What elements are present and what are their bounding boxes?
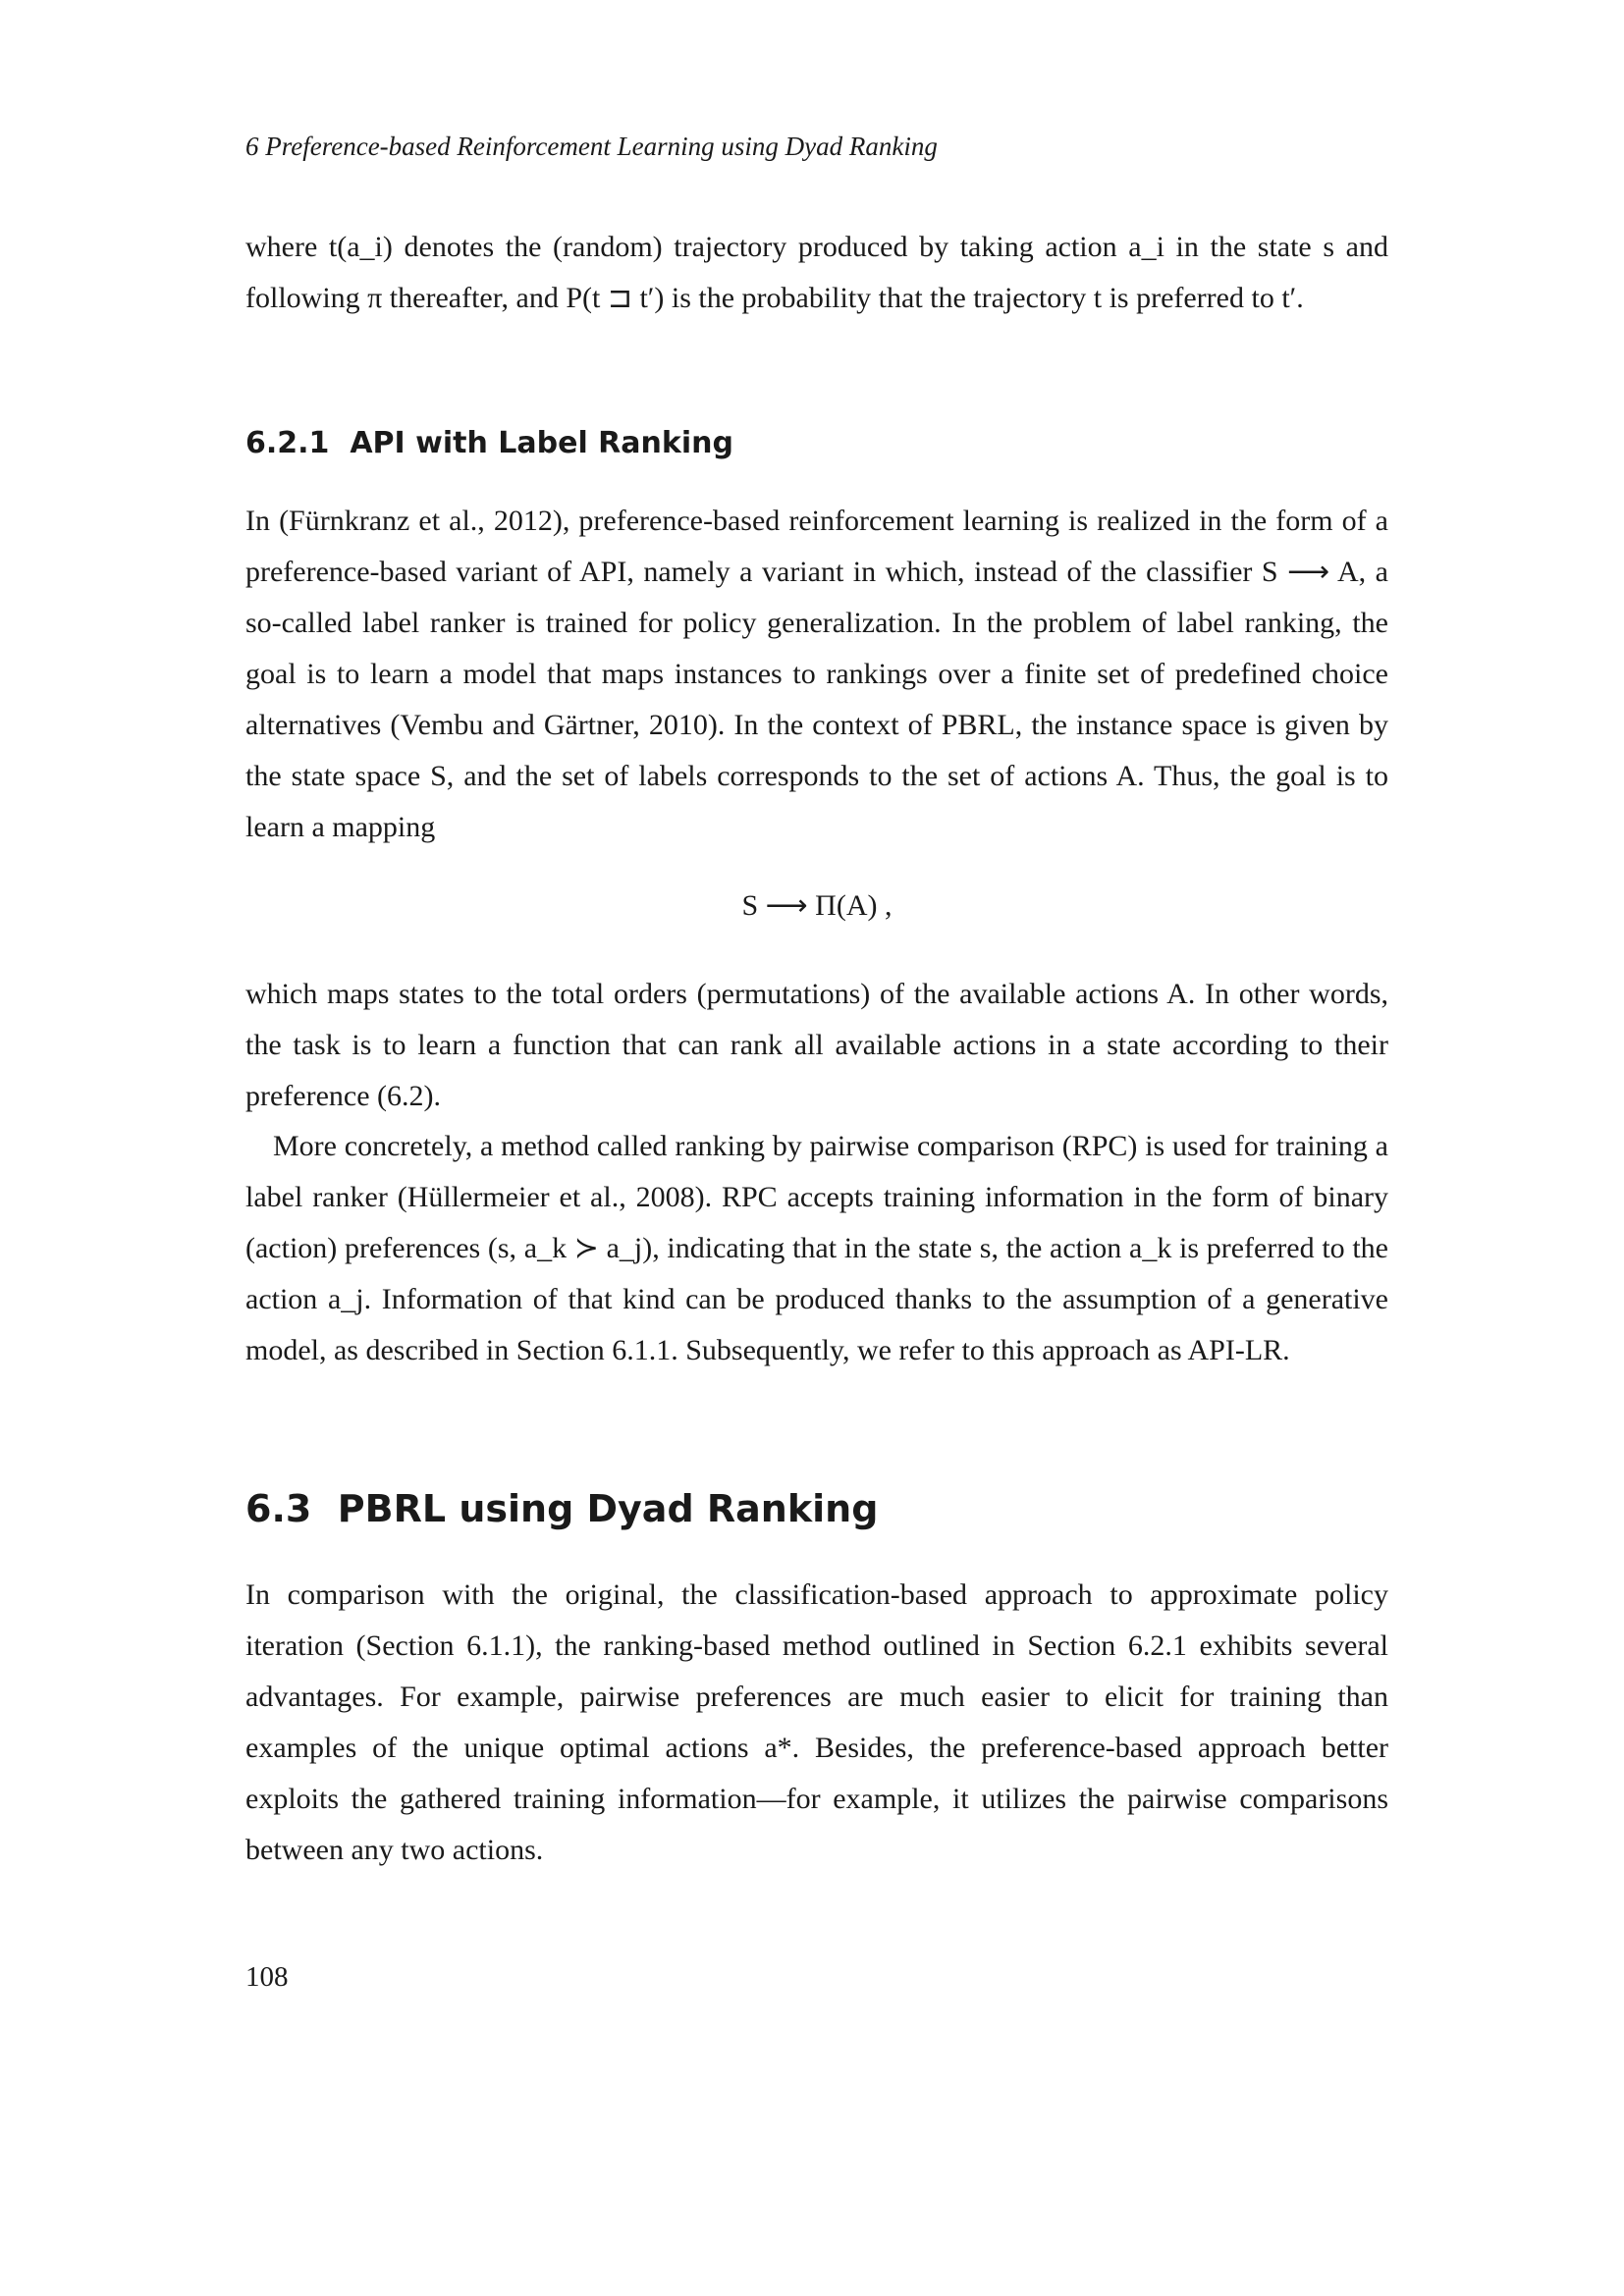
subsection-paragraph-1: In (Fürnkranz et al., 2012), preference-based reinforcement learning is realized in the form of a preference-based variant of API, namely a variant in which, instead of the classifier S ⟶ A, a so-called label ranker is trained for policy generalization. In the problem of label ranking, the goal is to learn a model that maps instances to rankings over a finite set of predefined choice alternatives (Vembu and Gärtner, 2010). In the context of PBRL, the instance space is given by the state space S, and the set of labels corresponds to the set of actions A. Thus, the goal is to learn a mapping — [245, 505, 1388, 843]
subsection-paragraph-3: More concretely, a method called ranking by pairwise comparison (RPC) is used for training a label ranker (Hüllermeier et al., 2008). RPC accepts training information in the form of binary (action) preferences (s, a_k ≻ a_j), indicating that in the state s, the action a_k is preferred to the action a_j. Information of that kind can be produced thanks to the assumption of a generative model, as described in Section 6.1.1. Subsequently, we refer to this approach as API-LR. — [245, 1130, 1388, 1366]
subsection-paragraph-2: which maps states to the total orders (permutations) of the available actions A. In other words, the task is to learn a function that can rank all available actions in a state according to their preference (6.2). — [245, 978, 1388, 1112]
section-heading — [245, 1487, 1388, 1530]
section-paragraph-1: In comparison with the original, the classification-based approach to approximate policy iteration (Section 6.1.1), the ranking-based method outlined in Section 6.2.1 exhibits several advantages. For example, pairwise preferences are much easier to elicit for training than examples of the unique optimal actions a*. Besides, the preference-based approach better exploits the gathered training information—for example, it utilizes the pairwise comparisons between any two actions. — [245, 1578, 1388, 1866]
intro-paragraph: where t(a_i) denotes the (random) trajectory produced by taking action a_i in the state s and following π thereafter, and P(t ⊐ t′) is the probability that the trajectory t is preferred to t′. — [245, 231, 1388, 314]
page-number: 108 — [245, 1961, 289, 1993]
subsection-title: API with Label Ranking — [350, 426, 733, 460]
section-number: 6.3 — [245, 1487, 312, 1530]
subsection-number: 6.2.1 — [245, 426, 330, 460]
mapping-equation: S ⟶ Π(A) , — [741, 889, 893, 922]
section-title: PBRL using Dyad Ranking — [337, 1487, 879, 1530]
running-head: 6 Preference-based Reinforcement Learning using Dyad Ranking — [245, 132, 938, 161]
subsection-heading — [245, 426, 1388, 460]
